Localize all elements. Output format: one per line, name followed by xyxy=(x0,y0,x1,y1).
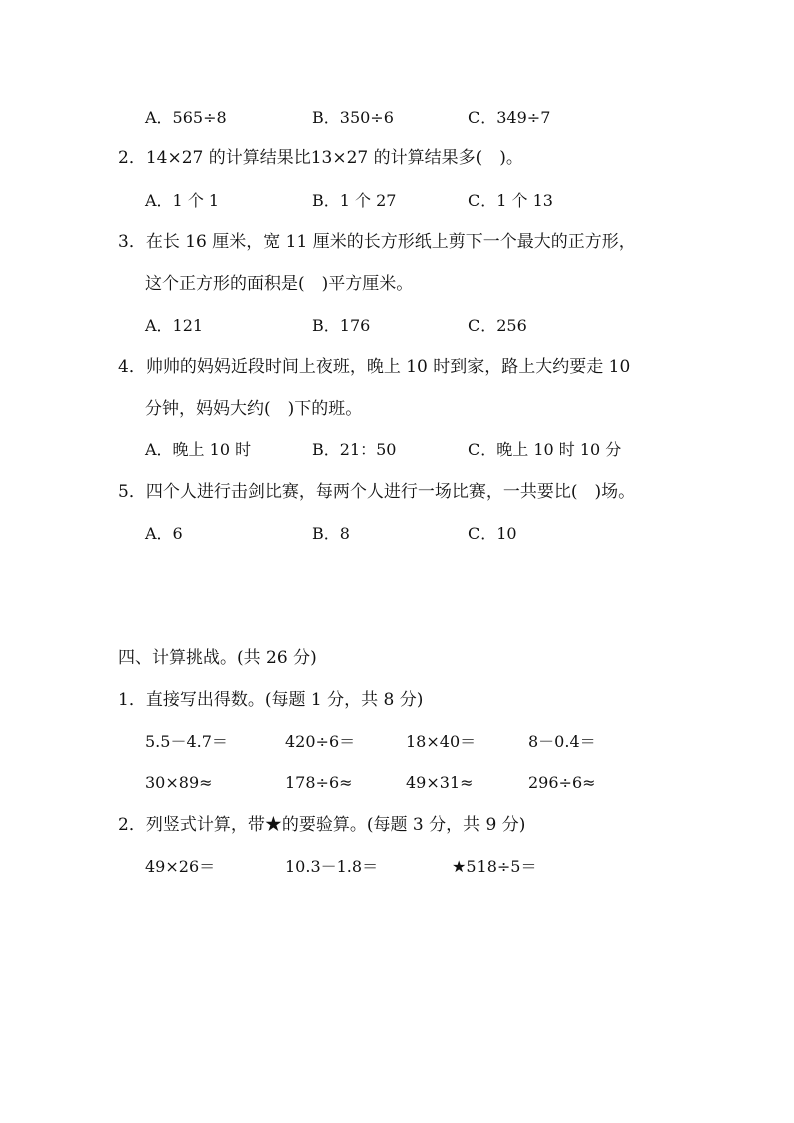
vertical-calc-item: ★518÷5＝ xyxy=(452,857,537,876)
q3-line1: 3．在长 16 厘米，宽 11 厘米的长方形纸上剪下一个最大的正方形， xyxy=(118,232,636,252)
q4-line2: 分钟，妈妈大约( )下的班。 xyxy=(145,399,363,419)
q1-option-b: B．350÷6 xyxy=(312,108,394,127)
q4-option-a: A．晚上 10 时 xyxy=(145,440,252,459)
q4-option-b: B．21：50 xyxy=(312,440,397,459)
q2-option-c: C．1 个 13 xyxy=(468,191,553,210)
q2-option-b: B．1 个 27 xyxy=(312,191,397,210)
q5-text: 5．四个人进行击剑比赛，每两个人进行一场比赛，一共要比( )场。 xyxy=(118,482,636,502)
q2-option-a: A．1 个 1 xyxy=(145,191,220,210)
mental-calc-item: 8－0.4＝ xyxy=(528,732,596,751)
mental-calc-item: 420÷6＝ xyxy=(285,732,356,751)
q5-option-b: B．8 xyxy=(312,524,350,543)
q3-option-b: B．176 xyxy=(312,316,371,335)
estimate-item: 178÷6≈ xyxy=(285,773,353,792)
q3-option-a: A．121 xyxy=(145,316,204,335)
section-4-title: 四、计算挑战。(共 26 分) xyxy=(118,648,317,668)
vertical-calc-item: 49×26＝ xyxy=(145,857,216,876)
mental-calc-item: 18×40＝ xyxy=(406,732,477,751)
q3-option-c: C．256 xyxy=(468,316,527,335)
vertical-calc-item: 10.3－1.8＝ xyxy=(285,857,379,876)
section-4-part2-title: 2．列竖式计算，带★的要验算。(每题 3 分，共 9 分) xyxy=(118,815,526,835)
q4-line1: 4．帅帅的妈妈近段时间上夜班，晚上 10 时到家，路上大约要走 10 xyxy=(118,357,631,377)
q5-option-c: C．10 xyxy=(468,524,517,543)
estimate-item: 30×89≈ xyxy=(145,773,213,792)
mental-calc-item: 5.5－4.7＝ xyxy=(145,732,228,751)
q5-option-a: A．6 xyxy=(145,524,183,543)
q3-line2: 这个正方形的面积是( )平方厘米。 xyxy=(145,274,414,294)
q2-text: 2．14×27 的计算结果比13×27 的计算结果多( )。 xyxy=(118,148,523,168)
q1-option-a: A．565÷8 xyxy=(145,108,227,127)
estimate-item: 296÷6≈ xyxy=(528,773,596,792)
estimate-item: 49×31≈ xyxy=(406,773,474,792)
q1-option-c: C．349÷7 xyxy=(468,108,551,127)
section-4-part1-title: 1．直接写出得数。(每题 1 分，共 8 分) xyxy=(118,690,424,710)
q4-option-c: C．晚上 10 时 10 分 xyxy=(468,440,622,459)
